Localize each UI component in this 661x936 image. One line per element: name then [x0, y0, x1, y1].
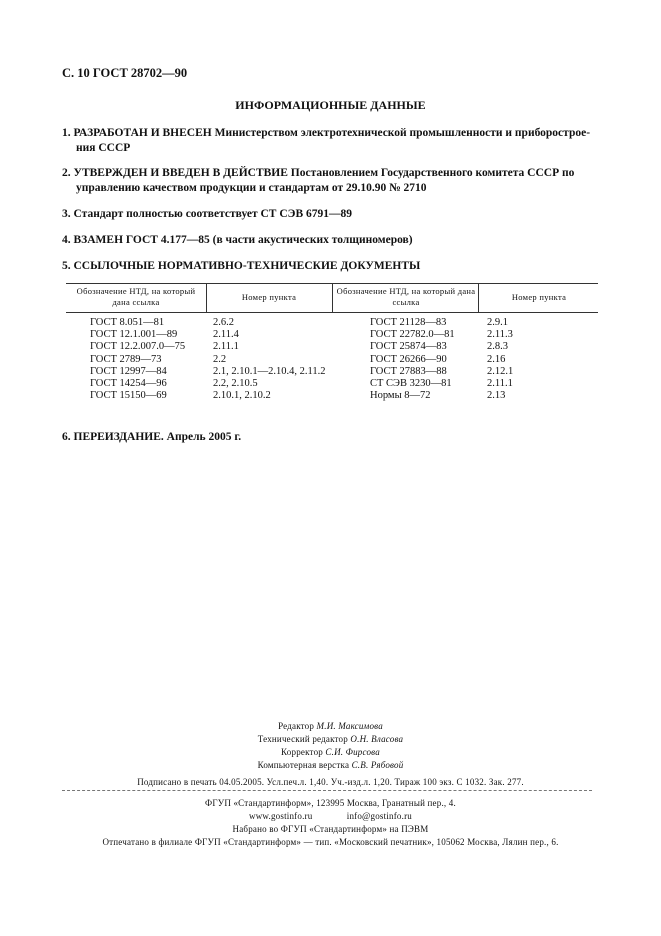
header-left-doc: Обозначение НТД, на который дана ссылка [76, 286, 196, 307]
web-link[interactable]: www.gostinfo.ru [249, 811, 313, 821]
item-1 [62, 126, 602, 156]
table-cell: ГОСТ 27883—88 [370, 365, 447, 377]
table-cell: ГОСТ 26266—90 [370, 353, 447, 365]
item-2-number: 2. [62, 167, 71, 179]
page-header: С. 10 ГОСТ 28702—90 [62, 66, 188, 80]
table-cell: 2.11.1 [487, 378, 513, 390]
table-cell: ГОСТ 12997—84 [90, 365, 167, 377]
credit-layout: Компьютерная верстка С.В. Рябовой [257, 760, 404, 770]
contact-line [0, 810, 661, 823]
credits [0, 720, 661, 772]
credit-editor: Редактор М.И. Максимова [278, 721, 383, 731]
table-cell: 2.11.4 [213, 329, 239, 341]
credit-tech-editor: Технический редактор О.Н. Власова [257, 734, 404, 744]
print-info: Подписано в печать 04.05.2005. Усл.печ.л. 1,40. Уч.-изд.л. 1,20. Тираж 100 экз. С 1032. Зак. 277. [137, 777, 524, 787]
table-cell: 2.2 [213, 353, 227, 365]
left-docs-column [90, 317, 185, 402]
table-cell: 2.1, 2.10.1—2.10.4, 2.11.2 [213, 365, 326, 377]
item-2-continuation: управлению качеством продукции и стандартам от 29.10.90 № 2710 [76, 182, 427, 194]
column-divider [478, 284, 479, 312]
table-cell: ГОСТ 22782.0—81 [370, 329, 455, 341]
item-4 [62, 233, 602, 248]
table-cell: ГОСТ 2789—73 [90, 353, 162, 365]
item-1-text: Министерством электротехнической промышленности и приборострое- [214, 127, 591, 139]
right-points-column [487, 317, 513, 402]
item-4-number: 4. [62, 234, 71, 246]
item-4-heading: ВЗАМЕН ГОСТ 4.177—85 [73, 234, 210, 246]
column-divider [206, 284, 207, 312]
item-5 [62, 259, 602, 274]
table-cell: 2.8.3 [487, 341, 508, 353]
publisher-address: ФГУП «Стандартинформ», 123995 Москва, Гранатный пер., 4. [205, 798, 456, 808]
reference-table [66, 283, 598, 414]
item-1-heading: РАЗРАБОТАН И ВНЕСЕН [73, 127, 212, 139]
item-5-heading: ССЫЛОЧНЫЕ НОРМАТИВНО-ТЕХНИЧЕСКИЕ ДОКУМЕНТЫ [73, 260, 421, 272]
item-2-heading: УТВЕРЖДЕН И ВВЕДЕН В ДЕЙСТВИЕ [73, 167, 288, 179]
section-title: ИНФОРМАЦИОННЫЕ ДАННЫЕ [235, 98, 426, 112]
divider [62, 790, 592, 791]
header-right-doc: Обозначение НТД, на который дана ссылка [336, 286, 476, 307]
header-left-point: Номер пункта [241, 292, 297, 302]
table-cell: ГОСТ 12.1.001—89 [90, 329, 178, 341]
table-cell: Нормы 8—72 [370, 390, 431, 402]
table-cell: СТ СЭВ 3230—81 [370, 378, 452, 390]
table-cell: 2.13 [487, 390, 506, 402]
item-4-text: (в части акустических толщиномеров) [212, 234, 413, 246]
table-cell: 2.12.1 [487, 365, 514, 377]
item-3-text: Стандарт полностью соответствует СТ СЭВ 6791—89 [73, 208, 353, 220]
table-cell: 2.9.1 [487, 317, 508, 328]
table-cell: 2.2, 2.10.5 [213, 378, 258, 390]
item-2 [62, 166, 602, 196]
item-1-continuation: ния СССР [76, 142, 131, 154]
header-right-point: Номер пункта [511, 292, 567, 302]
table-cell: 2.10.1, 2.10.2 [213, 390, 271, 402]
typeset-info: Набрано во ФГУП «Стандартинформ» на ПЭВМ [232, 824, 429, 834]
table-cell: ГОСТ 21128—83 [370, 317, 447, 328]
table-cell: ГОСТ 15150—69 [90, 390, 167, 402]
table-cell: ГОСТ 14254—96 [90, 378, 167, 390]
right-docs-column [370, 317, 455, 402]
printed-info: Отпечатано в филиале ФГУП «Стандартинформ» — тип. «Московский печатник», 105062 Москва, Лялин пер., 6. [102, 837, 559, 847]
table-cell: 2.11.3 [487, 329, 513, 341]
table-cell: ГОСТ 12.2.007.0—75 [90, 341, 186, 353]
item-6: 6. ПЕРЕИЗДАНИЕ. Апрель 2005 г. [62, 431, 242, 443]
table-cell: 2.16 [487, 353, 506, 365]
table-cell: ГОСТ 25874—83 [370, 341, 447, 353]
table-cell: 2.11.1 [213, 341, 239, 353]
item-3-number: 3. [62, 208, 71, 220]
item-5-number: 5. [62, 260, 71, 272]
publisher-info [0, 797, 661, 849]
left-points-column [213, 317, 326, 402]
item-1-number: 1. [62, 127, 71, 139]
email-link[interactable]: info@gostinfo.ru [346, 811, 412, 821]
table-cell: 2.6.2 [213, 317, 234, 328]
credit-proofreader: Корректор С.И. Фирсова [281, 747, 380, 757]
reference-table-header [66, 284, 598, 313]
item-2-text: Постановлением Государственного комитета СССР по [290, 167, 575, 179]
table-cell: ГОСТ 8.051—81 [90, 317, 165, 328]
column-divider [332, 284, 333, 312]
item-3 [62, 207, 602, 222]
